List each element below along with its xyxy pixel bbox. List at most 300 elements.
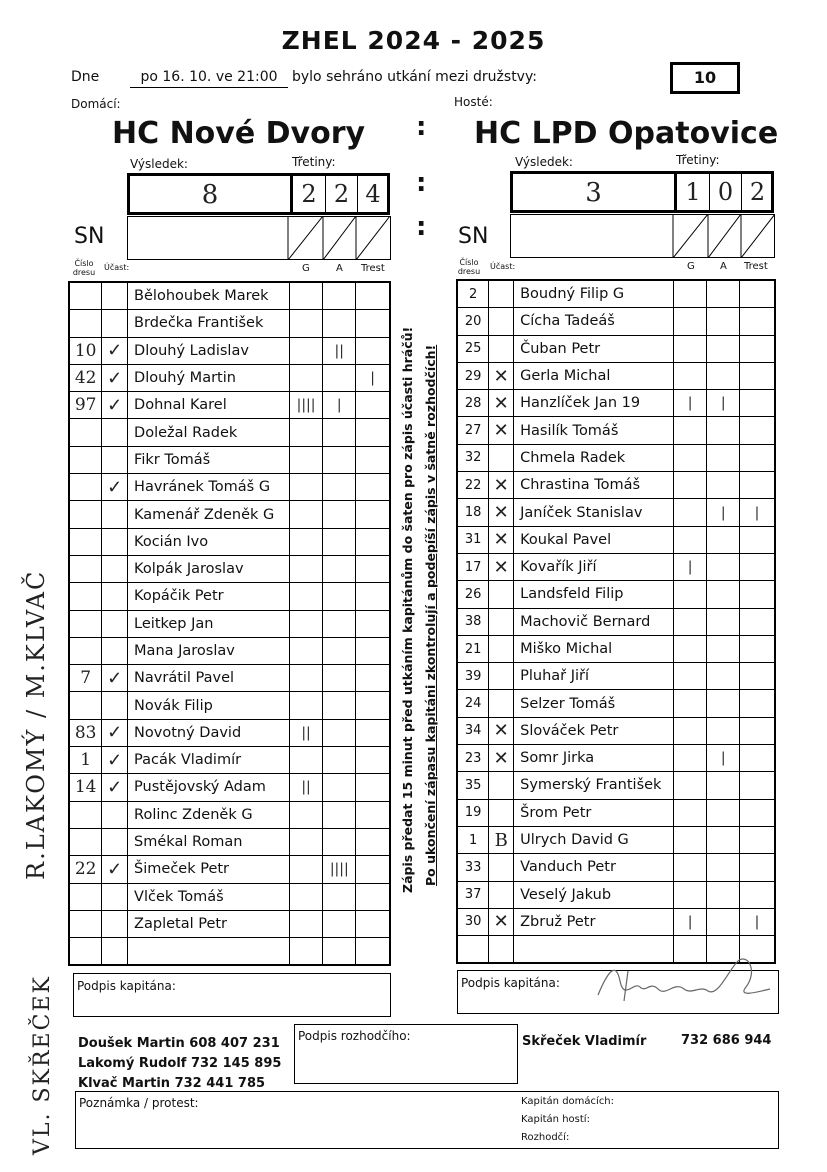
attendance-mark[interactable] bbox=[489, 335, 514, 362]
goals-tally[interactable] bbox=[673, 663, 707, 690]
goals-tally[interactable] bbox=[673, 526, 707, 553]
jersey-number[interactable] bbox=[69, 501, 102, 528]
away-captain-signature-box[interactable] bbox=[457, 970, 779, 1014]
penalty-tally[interactable]: | bbox=[356, 364, 390, 391]
assists-tally[interactable]: |||| bbox=[323, 856, 356, 883]
penalty-tally[interactable] bbox=[739, 472, 775, 499]
penalty-tally[interactable] bbox=[739, 335, 775, 362]
attendance-mark[interactable] bbox=[102, 282, 128, 310]
note-protest-box[interactable] bbox=[75, 1091, 779, 1149]
jersey-number[interactable]: 7 bbox=[69, 665, 102, 692]
player-name[interactable]: Brdečka František bbox=[128, 310, 290, 337]
assists-tally[interactable] bbox=[323, 446, 356, 473]
player-name[interactable]: Ulrych David G bbox=[514, 826, 674, 853]
attendance-mark[interactable]: ✕ bbox=[489, 362, 514, 389]
penalty-tally[interactable] bbox=[356, 828, 390, 855]
jersey-number[interactable] bbox=[69, 446, 102, 473]
assists-tally[interactable] bbox=[323, 528, 356, 555]
penalty-tally[interactable] bbox=[356, 446, 390, 473]
penalty-tally[interactable] bbox=[739, 663, 775, 690]
player-name[interactable]: Šimeček Petr bbox=[128, 856, 290, 883]
assists-tally[interactable] bbox=[707, 799, 740, 826]
attendance-mark[interactable]: ✕ bbox=[489, 908, 514, 935]
attendance-mark[interactable] bbox=[489, 799, 514, 826]
assists-tally[interactable] bbox=[323, 474, 356, 501]
attendance-mark[interactable] bbox=[102, 801, 128, 828]
assists-tally[interactable] bbox=[323, 883, 356, 910]
player-name[interactable]: Kocián Ivo bbox=[128, 528, 290, 555]
penalty-tally[interactable] bbox=[356, 392, 390, 419]
attendance-mark[interactable] bbox=[489, 608, 514, 635]
attendance-mark[interactable]: ✓ bbox=[102, 364, 128, 391]
penalty-tally[interactable] bbox=[739, 690, 775, 717]
jersey-number[interactable]: 20 bbox=[457, 308, 489, 335]
jersey-number[interactable]: 39 bbox=[457, 663, 489, 690]
attendance-mark[interactable]: ✕ bbox=[489, 717, 514, 744]
jersey-number[interactable]: 37 bbox=[457, 881, 489, 908]
attendance-mark[interactable]: ✓ bbox=[102, 392, 128, 419]
assists-tally[interactable] bbox=[707, 690, 740, 717]
attendance-mark[interactable] bbox=[102, 938, 128, 966]
player-name[interactable]: Koukal Pavel bbox=[514, 526, 674, 553]
penalty-tally[interactable] bbox=[739, 635, 775, 662]
assists-tally[interactable] bbox=[707, 608, 740, 635]
goals-tally[interactable] bbox=[289, 910, 323, 937]
player-name[interactable]: Doležal Radek bbox=[128, 419, 290, 446]
player-name[interactable]: Kamenář Zdeněk G bbox=[128, 501, 290, 528]
goals-tally[interactable] bbox=[673, 745, 707, 772]
player-name[interactable]: Dlouhý Ladislav bbox=[128, 337, 290, 364]
goals-tally[interactable]: || bbox=[289, 719, 323, 746]
attendance-mark[interactable]: ✓ bbox=[102, 665, 128, 692]
player-name[interactable]: Dohnal Karel bbox=[128, 392, 290, 419]
player-name[interactable]: Miško Michal bbox=[514, 635, 674, 662]
assists-tally[interactable] bbox=[707, 881, 740, 908]
jersey-number[interactable]: 24 bbox=[457, 690, 489, 717]
penalty-tally[interactable] bbox=[739, 826, 775, 853]
attendance-mark[interactable] bbox=[102, 610, 128, 637]
penalty-tally[interactable] bbox=[739, 280, 775, 308]
attendance-mark[interactable]: ✕ bbox=[489, 390, 514, 417]
player-name[interactable]: Pluhař Jiří bbox=[514, 663, 674, 690]
attendance-mark[interactable]: ✕ bbox=[489, 499, 514, 526]
jersey-number[interactable] bbox=[69, 910, 102, 937]
goals-tally[interactable] bbox=[673, 717, 707, 744]
penalty-tally[interactable] bbox=[356, 610, 390, 637]
penalty-tally[interactable] bbox=[739, 772, 775, 799]
player-name[interactable]: Dlouhý Martin bbox=[128, 364, 290, 391]
assists-tally[interactable] bbox=[707, 526, 740, 553]
player-name[interactable]: Novák Filip bbox=[128, 692, 290, 719]
goals-tally[interactable] bbox=[289, 282, 323, 310]
jersey-number[interactable]: 14 bbox=[69, 774, 102, 801]
penalty-tally[interactable] bbox=[739, 854, 775, 881]
player-name[interactable]: Kovařík Jiří bbox=[514, 553, 674, 580]
jersey-number[interactable] bbox=[69, 828, 102, 855]
attendance-mark[interactable] bbox=[489, 663, 514, 690]
assists-tally[interactable] bbox=[323, 282, 356, 310]
assists-tally[interactable]: || bbox=[323, 337, 356, 364]
goals-tally[interactable] bbox=[289, 364, 323, 391]
jersey-number[interactable]: 21 bbox=[457, 635, 489, 662]
player-name[interactable]: Hanzlíček Jan 19 bbox=[514, 390, 674, 417]
assists-tally[interactable] bbox=[707, 826, 740, 853]
assists-tally[interactable] bbox=[323, 419, 356, 446]
penalty-tally[interactable] bbox=[739, 717, 775, 744]
assists-tally[interactable] bbox=[323, 801, 356, 828]
goals-tally[interactable] bbox=[673, 472, 707, 499]
goals-tally[interactable] bbox=[289, 310, 323, 337]
jersey-number[interactable] bbox=[69, 310, 102, 337]
penalty-tally[interactable]: | bbox=[739, 499, 775, 526]
assists-tally[interactable]: | bbox=[707, 390, 740, 417]
jersey-number[interactable]: 35 bbox=[457, 772, 489, 799]
attendance-mark[interactable]: ✕ bbox=[489, 745, 514, 772]
player-name[interactable]: Hasilík Tomáš bbox=[514, 417, 674, 444]
goals-tally[interactable] bbox=[289, 501, 323, 528]
player-name[interactable]: Vlček Tomáš bbox=[128, 883, 290, 910]
assists-tally[interactable] bbox=[323, 610, 356, 637]
penalty-tally[interactable] bbox=[356, 528, 390, 555]
penalty-tally[interactable] bbox=[356, 801, 390, 828]
assists-tally[interactable] bbox=[323, 665, 356, 692]
attendance-mark[interactable]: ✕ bbox=[489, 417, 514, 444]
player-name[interactable]: Pacák Vladimír bbox=[128, 747, 290, 774]
player-name[interactable]: Symerský František bbox=[514, 772, 674, 799]
assists-tally[interactable] bbox=[707, 908, 740, 935]
goals-tally[interactable] bbox=[673, 881, 707, 908]
player-name[interactable]: Boudný Filip G bbox=[514, 280, 674, 308]
attendance-mark[interactable] bbox=[102, 883, 128, 910]
goals-tally[interactable]: | bbox=[673, 390, 707, 417]
goals-tally[interactable] bbox=[289, 692, 323, 719]
attendance-mark[interactable]: ✓ bbox=[102, 774, 128, 801]
jersey-number[interactable]: 26 bbox=[457, 581, 489, 608]
attendance-mark[interactable]: ✕ bbox=[489, 553, 514, 580]
attendance-mark[interactable]: ✓ bbox=[102, 856, 128, 883]
attendance-mark[interactable] bbox=[489, 690, 514, 717]
goals-tally[interactable] bbox=[673, 280, 707, 308]
assists-tally[interactable] bbox=[323, 637, 356, 664]
player-name[interactable]: Machovič Bernard bbox=[514, 608, 674, 635]
attendance-mark[interactable] bbox=[102, 910, 128, 937]
player-name[interactable]: Navrátil Pavel bbox=[128, 665, 290, 692]
jersey-number[interactable] bbox=[457, 936, 489, 964]
attendance-mark[interactable] bbox=[102, 310, 128, 337]
jersey-number[interactable] bbox=[69, 583, 102, 610]
attendance-mark[interactable] bbox=[102, 583, 128, 610]
goals-tally[interactable] bbox=[673, 799, 707, 826]
attendance-mark[interactable]: ✓ bbox=[102, 474, 128, 501]
player-name[interactable]: Cícha Tadeáš bbox=[514, 308, 674, 335]
goals-tally[interactable]: |||| bbox=[289, 392, 323, 419]
attendance-mark[interactable]: ✓ bbox=[102, 747, 128, 774]
home-captain-signature-box[interactable] bbox=[73, 973, 391, 1017]
goals-tally[interactable] bbox=[673, 581, 707, 608]
goals-tally[interactable] bbox=[289, 610, 323, 637]
goals-tally[interactable] bbox=[673, 635, 707, 662]
attendance-mark[interactable]: ✓ bbox=[102, 337, 128, 364]
player-name[interactable]: Zapletal Petr bbox=[128, 910, 290, 937]
assists-tally[interactable] bbox=[707, 472, 740, 499]
jersey-number[interactable]: 2 bbox=[457, 280, 489, 308]
penalty-tally[interactable] bbox=[356, 282, 390, 310]
penalty-tally[interactable]: | bbox=[739, 908, 775, 935]
assists-tally[interactable] bbox=[707, 635, 740, 662]
goals-tally[interactable] bbox=[673, 444, 707, 471]
attendance-mark[interactable] bbox=[102, 528, 128, 555]
jersey-number[interactable] bbox=[69, 419, 102, 446]
penalty-tally[interactable] bbox=[739, 417, 775, 444]
attendance-mark[interactable] bbox=[102, 446, 128, 473]
penalty-tally[interactable] bbox=[356, 774, 390, 801]
attendance-mark[interactable] bbox=[489, 881, 514, 908]
player-name[interactable]: Somr Jirka bbox=[514, 745, 674, 772]
goals-tally[interactable] bbox=[673, 854, 707, 881]
jersey-number[interactable]: 83 bbox=[69, 719, 102, 746]
jersey-number[interactable]: 22 bbox=[69, 856, 102, 883]
player-name[interactable] bbox=[128, 938, 290, 966]
jersey-number[interactable]: 1 bbox=[69, 747, 102, 774]
penalty-tally[interactable] bbox=[356, 555, 390, 582]
penalty-tally[interactable] bbox=[739, 526, 775, 553]
penalty-tally[interactable] bbox=[356, 856, 390, 883]
attendance-mark[interactable] bbox=[489, 444, 514, 471]
jersey-number[interactable] bbox=[69, 282, 102, 310]
assists-tally[interactable] bbox=[323, 555, 356, 582]
goals-tally[interactable]: | bbox=[673, 553, 707, 580]
penalty-tally[interactable] bbox=[739, 553, 775, 580]
penalty-tally[interactable] bbox=[356, 474, 390, 501]
assists-tally[interactable] bbox=[323, 828, 356, 855]
jersey-number[interactable]: 17 bbox=[457, 553, 489, 580]
goals-tally[interactable] bbox=[289, 528, 323, 555]
jersey-number[interactable]: 38 bbox=[457, 608, 489, 635]
goals-tally[interactable] bbox=[289, 801, 323, 828]
goals-tally[interactable] bbox=[289, 856, 323, 883]
player-name[interactable]: Pustějovský Adam bbox=[128, 774, 290, 801]
player-name[interactable]: Slováček Petr bbox=[514, 717, 674, 744]
attendance-mark[interactable]: B bbox=[489, 826, 514, 853]
jersey-number[interactable] bbox=[69, 555, 102, 582]
jersey-number[interactable]: 33 bbox=[457, 854, 489, 881]
penalty-tally[interactable] bbox=[739, 308, 775, 335]
player-name[interactable]: Zbruž Petr bbox=[514, 908, 674, 935]
penalty-tally[interactable] bbox=[356, 719, 390, 746]
player-name[interactable]: Šrom Petr bbox=[514, 799, 674, 826]
attendance-mark[interactable]: ✕ bbox=[489, 472, 514, 499]
jersey-number[interactable]: 18 bbox=[457, 499, 489, 526]
player-name[interactable]: Mana Jaroslav bbox=[128, 637, 290, 664]
penalty-tally[interactable] bbox=[739, 390, 775, 417]
attendance-mark[interactable] bbox=[102, 555, 128, 582]
penalty-tally[interactable] bbox=[739, 581, 775, 608]
attendance-mark[interactable] bbox=[489, 772, 514, 799]
player-name[interactable]: Gerla Michal bbox=[514, 362, 674, 389]
player-name[interactable]: Kopáčik Petr bbox=[128, 583, 290, 610]
assists-tally[interactable]: | bbox=[707, 499, 740, 526]
assists-tally[interactable] bbox=[707, 280, 740, 308]
goals-tally[interactable] bbox=[673, 608, 707, 635]
attendance-mark[interactable]: ✓ bbox=[102, 719, 128, 746]
penalty-tally[interactable] bbox=[356, 583, 390, 610]
goals-tally[interactable] bbox=[289, 828, 323, 855]
jersey-number[interactable]: 32 bbox=[457, 444, 489, 471]
penalty-tally[interactable] bbox=[356, 692, 390, 719]
goals-tally[interactable] bbox=[673, 308, 707, 335]
goals-tally[interactable] bbox=[289, 337, 323, 364]
player-name[interactable]: Fikr Tomáš bbox=[128, 446, 290, 473]
assists-tally[interactable] bbox=[707, 335, 740, 362]
assists-tally[interactable]: | bbox=[707, 745, 740, 772]
player-name[interactable]: Chmela Radek bbox=[514, 444, 674, 471]
goals-tally[interactable] bbox=[673, 362, 707, 389]
jersey-number[interactable] bbox=[69, 637, 102, 664]
attendance-mark[interactable] bbox=[489, 581, 514, 608]
assists-tally[interactable] bbox=[323, 774, 356, 801]
jersey-number[interactable] bbox=[69, 474, 102, 501]
penalty-tally[interactable] bbox=[356, 883, 390, 910]
penalty-tally[interactable] bbox=[739, 881, 775, 908]
goals-tally[interactable] bbox=[289, 747, 323, 774]
assists-tally[interactable] bbox=[707, 362, 740, 389]
attendance-mark[interactable] bbox=[102, 637, 128, 664]
assists-tally[interactable] bbox=[707, 581, 740, 608]
goals-tally[interactable] bbox=[289, 419, 323, 446]
penalty-tally[interactable] bbox=[356, 501, 390, 528]
jersey-number[interactable]: 30 bbox=[457, 908, 489, 935]
attendance-mark[interactable] bbox=[102, 419, 128, 446]
attendance-mark[interactable]: ✕ bbox=[489, 526, 514, 553]
goals-tally[interactable] bbox=[673, 826, 707, 853]
penalty-tally[interactable] bbox=[356, 310, 390, 337]
goals-tally[interactable] bbox=[673, 499, 707, 526]
goals-tally[interactable] bbox=[289, 883, 323, 910]
player-name[interactable]: Smékal Roman bbox=[128, 828, 290, 855]
player-name[interactable]: Veselý Jakub bbox=[514, 881, 674, 908]
player-name[interactable]: Novotný David bbox=[128, 719, 290, 746]
assists-tally[interactable] bbox=[707, 854, 740, 881]
attendance-mark[interactable] bbox=[102, 692, 128, 719]
penalty-tally[interactable] bbox=[356, 910, 390, 937]
jersey-number[interactable]: 42 bbox=[69, 364, 102, 391]
player-name[interactable]: Havránek Tomáš G bbox=[128, 474, 290, 501]
player-name[interactable]: Selzer Tomáš bbox=[514, 690, 674, 717]
attendance-mark[interactable] bbox=[489, 308, 514, 335]
jersey-number[interactable]: 19 bbox=[457, 799, 489, 826]
player-name[interactable]: Landsfeld Filip bbox=[514, 581, 674, 608]
attendance-mark[interactable] bbox=[489, 635, 514, 662]
penalty-tally[interactable] bbox=[739, 444, 775, 471]
penalty-tally[interactable] bbox=[356, 665, 390, 692]
goals-tally[interactable] bbox=[673, 772, 707, 799]
player-name[interactable]: Čuban Petr bbox=[514, 335, 674, 362]
assists-tally[interactable] bbox=[323, 583, 356, 610]
goals-tally[interactable]: || bbox=[289, 774, 323, 801]
goals-tally[interactable] bbox=[289, 665, 323, 692]
goals-tally[interactable] bbox=[289, 446, 323, 473]
assists-tally[interactable] bbox=[323, 310, 356, 337]
assists-tally[interactable] bbox=[323, 692, 356, 719]
player-name[interactable]: Leitkep Jan bbox=[128, 610, 290, 637]
penalty-tally[interactable] bbox=[356, 337, 390, 364]
player-name[interactable]: Chrastina Tomáš bbox=[514, 472, 674, 499]
jersey-number[interactable]: 34 bbox=[457, 717, 489, 744]
assists-tally[interactable] bbox=[707, 663, 740, 690]
attendance-mark[interactable] bbox=[489, 854, 514, 881]
penalty-tally[interactable] bbox=[356, 419, 390, 446]
assists-tally[interactable]: | bbox=[323, 392, 356, 419]
assists-tally[interactable] bbox=[707, 717, 740, 744]
player-name[interactable]: Kolpák Jaroslav bbox=[128, 555, 290, 582]
jersey-number[interactable] bbox=[69, 883, 102, 910]
penalty-tally[interactable] bbox=[739, 608, 775, 635]
attendance-mark[interactable] bbox=[489, 936, 514, 964]
penalty-tally[interactable] bbox=[739, 745, 775, 772]
player-name[interactable]: Janíček Stanislav bbox=[514, 499, 674, 526]
jersey-number[interactable]: 97 bbox=[69, 392, 102, 419]
jersey-number[interactable]: 10 bbox=[69, 337, 102, 364]
goals-tally[interactable] bbox=[289, 555, 323, 582]
jersey-number[interactable] bbox=[69, 938, 102, 966]
attendance-mark[interactable] bbox=[102, 501, 128, 528]
assists-tally[interactable] bbox=[323, 719, 356, 746]
jersey-number[interactable]: 23 bbox=[457, 745, 489, 772]
player-name[interactable]: Vanduch Petr bbox=[514, 854, 674, 881]
jersey-number[interactable]: 1 bbox=[457, 826, 489, 853]
jersey-number[interactable]: 29 bbox=[457, 362, 489, 389]
referee-signature-box[interactable] bbox=[294, 1024, 518, 1084]
jersey-number[interactable]: 25 bbox=[457, 335, 489, 362]
player-name[interactable]: Rolinc Zdeněk G bbox=[128, 801, 290, 828]
jersey-number[interactable]: 22 bbox=[457, 472, 489, 499]
attendance-mark[interactable] bbox=[489, 280, 514, 308]
jersey-number[interactable]: 27 bbox=[457, 417, 489, 444]
goals-tally[interactable] bbox=[673, 417, 707, 444]
jersey-number[interactable] bbox=[69, 528, 102, 555]
assists-tally[interactable] bbox=[707, 444, 740, 471]
jersey-number[interactable] bbox=[69, 610, 102, 637]
goals-tally[interactable] bbox=[289, 583, 323, 610]
assists-tally[interactable] bbox=[707, 417, 740, 444]
goals-tally[interactable] bbox=[289, 474, 323, 501]
penalty-tally[interactable] bbox=[356, 747, 390, 774]
assists-tally[interactable] bbox=[707, 308, 740, 335]
goals-tally[interactable] bbox=[673, 335, 707, 362]
penalty-tally[interactable] bbox=[356, 938, 390, 966]
jersey-number[interactable]: 31 bbox=[457, 526, 489, 553]
penalty-tally[interactable] bbox=[739, 799, 775, 826]
penalty-tally[interactable] bbox=[356, 637, 390, 664]
assists-tally[interactable] bbox=[707, 772, 740, 799]
goals-tally[interactable] bbox=[289, 637, 323, 664]
attendance-mark[interactable] bbox=[102, 828, 128, 855]
goals-tally[interactable] bbox=[289, 938, 323, 966]
assists-tally[interactable] bbox=[707, 553, 740, 580]
penalty-tally[interactable] bbox=[739, 362, 775, 389]
player-name[interactable]: Bělohoubek Marek bbox=[128, 282, 290, 310]
goals-tally[interactable] bbox=[673, 690, 707, 717]
goals-tally[interactable]: | bbox=[673, 908, 707, 935]
jersey-number[interactable] bbox=[69, 801, 102, 828]
assists-tally[interactable] bbox=[323, 501, 356, 528]
jersey-number[interactable] bbox=[69, 692, 102, 719]
assists-tally[interactable] bbox=[323, 364, 356, 391]
assists-tally[interactable] bbox=[323, 747, 356, 774]
jersey-number[interactable]: 28 bbox=[457, 390, 489, 417]
assists-tally[interactable] bbox=[323, 910, 356, 937]
assists-tally[interactable] bbox=[323, 938, 356, 966]
